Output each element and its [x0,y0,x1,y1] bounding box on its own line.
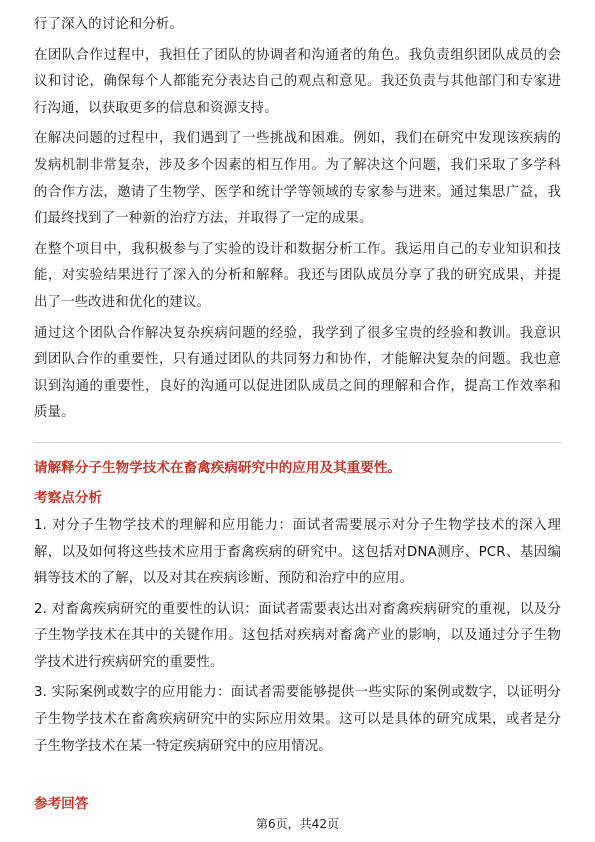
section-divider [34,442,561,443]
paragraph: 通过这个团队合作解决复杂疾病问题的经验，我学到了很多宝贵的经验和教训。我意识到团队合作的重要性，只有通过团队的共同努力和协作，才能解决复杂的问题。我也意识到沟通的重要性，良好的沟通可以促进团队成员之间的理解和合作，提高工作效率和质量。 [34,325,561,421]
analysis-heading: 考察点分析 [34,489,102,506]
paragraph: 在整个项目中，我积极参与了实验的设计和数据分析工作。我运用自己的专业知识和技能，对实验结果进行了深入的分析和解释。我还与团队成员分享了我的研究成果，并提出了一些改进和优化的建议。 [34,241,561,310]
analysis-point: 2. 对畜禽疾病研究的重要性的认识：面试者需要表达出对畜禽疾病研究的重视，以及分子生物学技术在其中的关键作用。这包括对疾病对畜禽产业的影响，以及通过分子生物学技术进行疾病研究的重要性。 [34,601,561,670]
paragraph: 行了深入的讨论和分析。 [34,17,183,32]
document-body [34,12,561,764]
paragraph: 在团队合作过程中，我担任了团队的协调者和沟通者的角色。我负责组织团队成员的会议和讨论，确保每个人都能充分表达自己的观点和意见。我还负责与其他部门和专家进行沟通，以获取更多的信息和资源支持。 [34,47,561,116]
answer-heading: 参考回答 [34,796,89,812]
interview-question: 请解释分子生物学技术在畜禽疾病研究中的应用及其重要性。 [34,459,402,476]
page-footer: 第6页，共42页 [256,817,339,831]
analysis-point: 1. 对分子生物学技术的理解和应用能力：面试者需要展示对分子生物学技术的深入理解，以及如何将这些技术应用于畜禽疾病的研究中。这包括对DNA测序、PCR、基因编辑等技术的了解，以及对其在疾病诊断、预防和治疗中的应用。 [34,517,561,587]
analysis-point: 3. 实际案例或数字的应用能力：面试者需要能够提供一些实际的案例或数字，以证明分子生物学技术在畜禽疾病研究中的实际应用效果。这可以是具体的研究成果，或者是分子生物学技术在某一特定疾病研究中的应用情况。 [34,685,561,754]
paragraph: 在解决问题的过程中，我们遇到了一些挑战和困难。例如，我们在研究中发现该疾病的发病机制非常复杂，涉及多个因素的相互作用。为了解决这个问题，我们采取了多学科的合作方法，邀请了生物学、医学和统计学等领域的专家参与进来。通过集思广益，我们最终找到了一种新的治疗方法，并取得了一定的成果。 [34,131,561,227]
